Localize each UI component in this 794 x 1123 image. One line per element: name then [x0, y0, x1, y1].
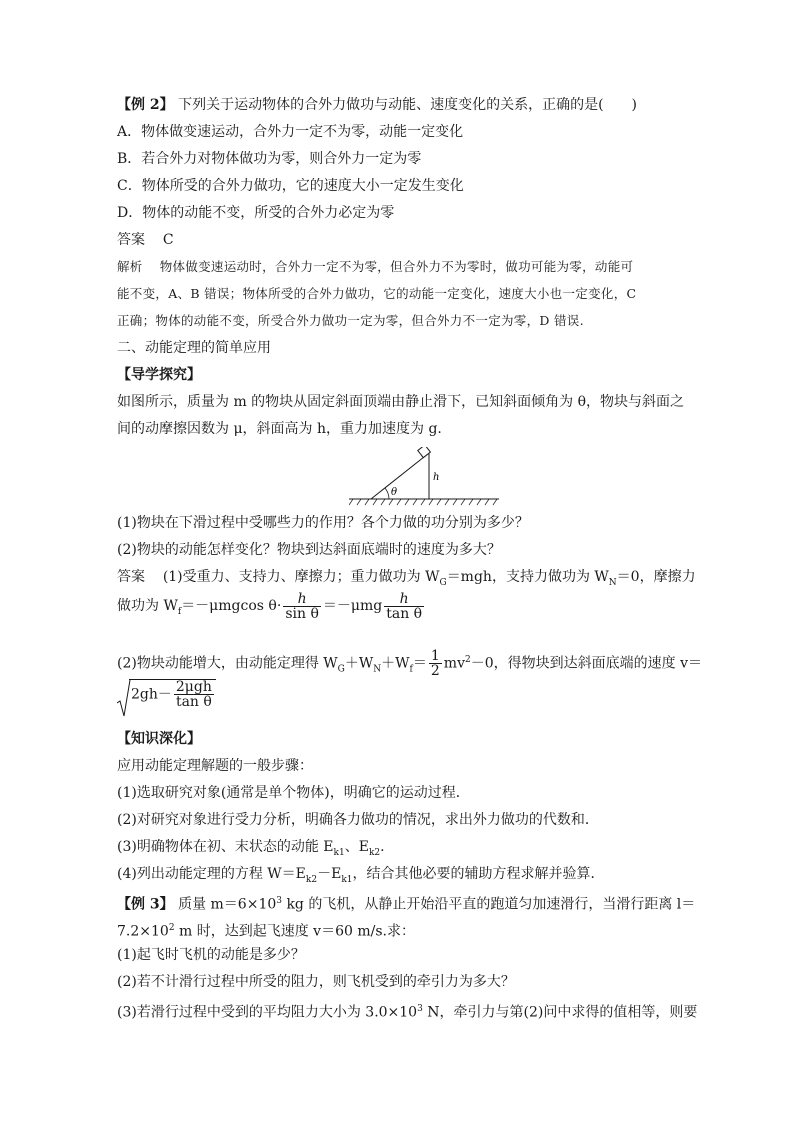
incline-triangle	[371, 453, 429, 499]
example3-label: 【例 3】	[117, 896, 174, 913]
step-3: (3)明确物体在初、末状态的动能 $E_{k1}$、$E_{k2}$.	[117, 839, 385, 858]
sub-g: G	[439, 577, 447, 588]
a1-eq-g: ＝mgh，支持力做功为 W	[446, 569, 609, 585]
step-2: (2)对研究对象进行受力分析，明确各力做功的情况，求出外力做功的代数和．	[117, 812, 599, 828]
radical-sign	[117, 679, 131, 719]
question-1: (1)物块在下滑过程中受哪些力的作用？各个力做的功分别为多少？	[117, 515, 529, 531]
fraction-h-sin: $\frac{h}{\text{sin θ}}$	[285, 590, 319, 622]
section-title: 二、动能定理的简单应用	[117, 340, 271, 356]
fraction-half: $\frac{1}{2}$	[430, 648, 440, 680]
answer-2-sqrt	[117, 679, 216, 709]
example3-line-2: $7.2\times 10^2$ m 时，达到起飞速度 v＝60 m/s.求：	[117, 923, 415, 940]
option-b: B．若合外力对物体做功为零，则合外力一定为零	[117, 151, 422, 167]
analysis-line-3: 正确；物体的动能不变，所受合外力做功一定为零，但合外力不一定为零，D 错误.	[117, 313, 584, 328]
a1-line2-mid: ＝－μmg	[322, 598, 383, 614]
example3-q3: (3)若滑行过程中受到的平均阻力大小为 $3.0\times 10^3$ N，牵引力与第(2)问中求得的值相等，则要	[117, 1004, 698, 1021]
analysis-line-2: 能不变，A、B 错误；物体所受的合外力做功，它的动能一定变化，速度大小也一定变化，C	[117, 286, 637, 301]
a1-text: (1)受重力、支持力、摩擦力；重力做功为 W	[162, 569, 440, 585]
a1-eq-n: ＝0，摩擦力	[616, 569, 696, 585]
sqrt-body: 2gh－ $\frac{\text{2μgh}}{\text{tan θ}}$	[129, 679, 216, 709]
intro-line-1: 如图所示，质量为 m 的物块从固定斜面顶端由静止滑下，已知斜面倾角为 θ，物块与斜面之	[117, 394, 685, 410]
step-1: (1)选取研究对象(通常是单个物体)，明确它的运动过程．	[117, 785, 470, 801]
fraction-sqrt: $\frac{\text{2μgh}}{\text{tan θ}}$	[175, 679, 212, 710]
guide-label: 【导学探究】	[117, 367, 201, 383]
angle-label: θ	[391, 487, 398, 498]
example2-question	[117, 95, 637, 115]
question-2: (2)物块的动能怎样变化？物块到达斜面底端时的速度为多大？	[117, 542, 501, 558]
height-label: h	[433, 472, 440, 483]
a1-line2-eq: ＝－μmgcos θ·	[181, 598, 282, 614]
incline-figure	[349, 447, 499, 509]
example3-q1: (1)起飞时飞机的动能是多少？	[117, 947, 305, 963]
ground-hatch	[349, 499, 497, 505]
example2-question-text: 下列关于运动物体的合外力做功与动能、速度变化的关系，正确的是( )	[178, 97, 637, 113]
example3-q2: (2)若不计滑行过程中所受的阻力，则飞机受到的牵引力为多大？	[117, 974, 515, 990]
option-d: D．物体的动能不变，所受的合外力必定为零	[117, 205, 395, 221]
a1-line2-pre: 做功为 W	[117, 598, 178, 614]
answer-value: C	[162, 232, 174, 248]
fraction-h-tan: $\frac{h}{\text{tan θ}}$	[386, 590, 423, 622]
analysis-line-1	[117, 257, 633, 277]
answer-1-line-2	[117, 589, 426, 629]
option-a: A．物体做变速运动，合外力一定不为零，动能一定变化	[117, 124, 464, 140]
sub-n: N	[608, 577, 617, 588]
example2-answer	[117, 230, 174, 250]
analysis-label: 解析	[117, 259, 143, 274]
knowledge-intro: 应用动能定理解题的一般步骤：	[117, 758, 313, 774]
answer-2-line-1: (2)物块动能增大，由动能定理得 $W_G+W_N+W_f=$ $\frac{1}{2}$ $mv^2-0$，得物块到达斜面底端的速度 v＝	[117, 648, 702, 680]
intro-line-2: 间的动摩擦因数为 μ，斜面高为 h，重力加速度为 g.	[117, 421, 442, 437]
knowledge-label: 【知识深化】	[117, 731, 201, 747]
analysis-text-1: 物体做变速运动时，合外力一定不为零，但合外力不为零时，做功可能为零，动能可	[159, 259, 634, 274]
sqrt-expression	[117, 679, 216, 709]
sub-f: f	[177, 606, 182, 617]
answer-label: 答案	[117, 232, 145, 248]
example3-line-1: 【例 3】 质量 $m=6\times 10^3$ kg 的飞机，从静止开始沿平直的跑道匀加速滑行，当滑行距离 l＝	[117, 896, 696, 913]
a2-pre: (2)物块动能增大，由动能定理得 W	[117, 655, 338, 672]
example2-label: 【例 2】	[117, 97, 174, 113]
answer-label-2: 答案	[117, 569, 145, 585]
step-4: (4)列出动能定理的方程 $W=E_{k2}-E_{k1}$，结合其他必要的辅助方程求解并验算．	[117, 866, 605, 885]
angle-arc	[385, 488, 389, 499]
option-c: C．物体所受的合外力做功，它的速度大小一定发生变化	[117, 178, 464, 194]
